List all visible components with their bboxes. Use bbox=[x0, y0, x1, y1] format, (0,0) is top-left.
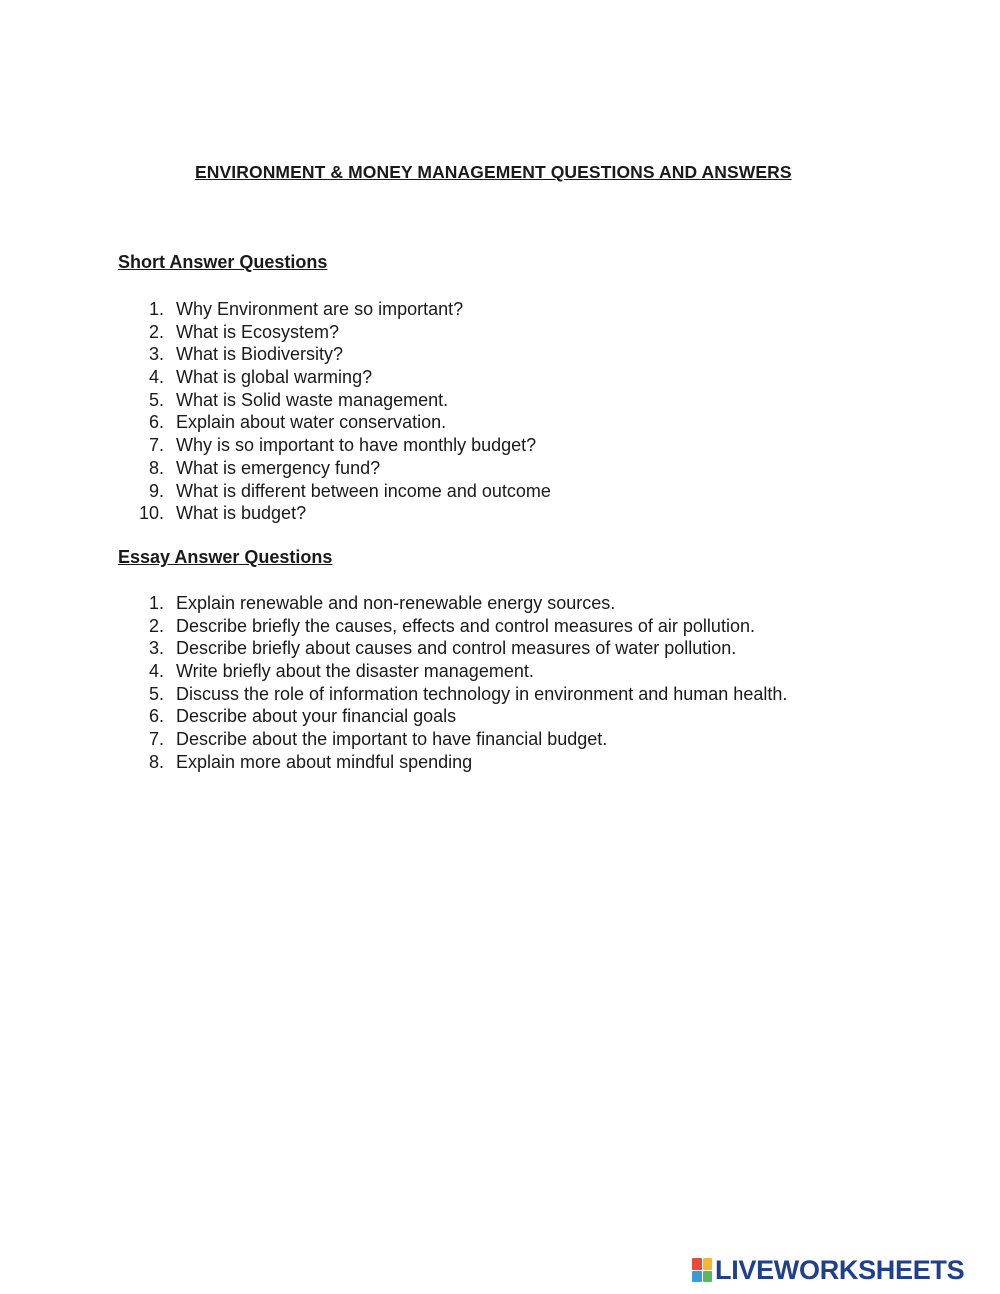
question-number: 9. bbox=[148, 480, 164, 501]
question-text: What is Ecosystem? bbox=[176, 321, 340, 342]
question-text: What is Solid waste management. bbox=[176, 389, 449, 410]
question-text: What is different between income and outcome bbox=[176, 480, 551, 501]
question-number: 2. bbox=[148, 615, 164, 636]
logo-tile-red bbox=[692, 1258, 702, 1270]
question-text: What is budget? bbox=[176, 503, 307, 524]
question-text: Describe briefly the causes, effects and control measures of air pollution. bbox=[176, 615, 755, 636]
question-number: 6. bbox=[148, 412, 164, 433]
question-number: 8. bbox=[148, 457, 164, 478]
short-answer-heading: Short Answer Questions bbox=[118, 252, 328, 272]
question-number: 4. bbox=[148, 367, 164, 388]
liveworksheets-wordmark: LIVEWORKSHEETS bbox=[715, 1255, 965, 1285]
logo-tile-green bbox=[703, 1271, 713, 1283]
question-number: 4. bbox=[148, 661, 164, 682]
logo-tile-yellow bbox=[703, 1258, 713, 1270]
question-number: 7. bbox=[148, 435, 164, 456]
question-number: 2. bbox=[148, 321, 164, 342]
document-title: ENVIRONMENT & MONEY MANAGEMENT QUESTIONS AND ANSWERS bbox=[195, 162, 792, 182]
liveworksheets-watermark bbox=[692, 1256, 964, 1284]
question-number: 5. bbox=[148, 389, 164, 410]
question-text: What is Biodiversity? bbox=[176, 344, 344, 365]
question-number: 10. bbox=[138, 503, 164, 524]
question-text: Write briefly about the disaster management. bbox=[176, 661, 534, 682]
question-text: Discuss the role of information technology in environment and human health. bbox=[176, 683, 788, 704]
question-text: Explain renewable and non-renewable energy sources. bbox=[176, 593, 616, 613]
question-text: What is global warming? bbox=[176, 367, 373, 388]
question-number: 3. bbox=[148, 344, 164, 365]
question-text: Describe briefly about causes and control measures of water pollution. bbox=[176, 638, 737, 659]
question-text: Explain more about mindful spending bbox=[176, 751, 473, 772]
question-text: Explain about water conservation. bbox=[176, 412, 447, 433]
question-number: 3. bbox=[148, 638, 164, 659]
question-text: Describe about your financial goals bbox=[176, 706, 457, 727]
question-text: Describe about the important to have financial budget. bbox=[176, 729, 608, 750]
question-text: Why is so important to have monthly budget? bbox=[176, 435, 537, 456]
question-number: 7. bbox=[148, 729, 164, 750]
question-number: 5. bbox=[148, 683, 164, 704]
question-text: What is emergency fund? bbox=[176, 457, 381, 478]
logo-tile-blue bbox=[692, 1271, 702, 1283]
liveworksheets-logo-icon bbox=[692, 1258, 712, 1282]
question-number: 1. bbox=[148, 593, 164, 613]
question-text: Why Environment are so important? bbox=[176, 299, 464, 319]
essay-answer-heading: Essay Answer Questions bbox=[118, 547, 333, 567]
question-number: 1. bbox=[148, 299, 164, 319]
question-number: 8. bbox=[148, 751, 164, 772]
question-number: 6. bbox=[148, 706, 164, 727]
